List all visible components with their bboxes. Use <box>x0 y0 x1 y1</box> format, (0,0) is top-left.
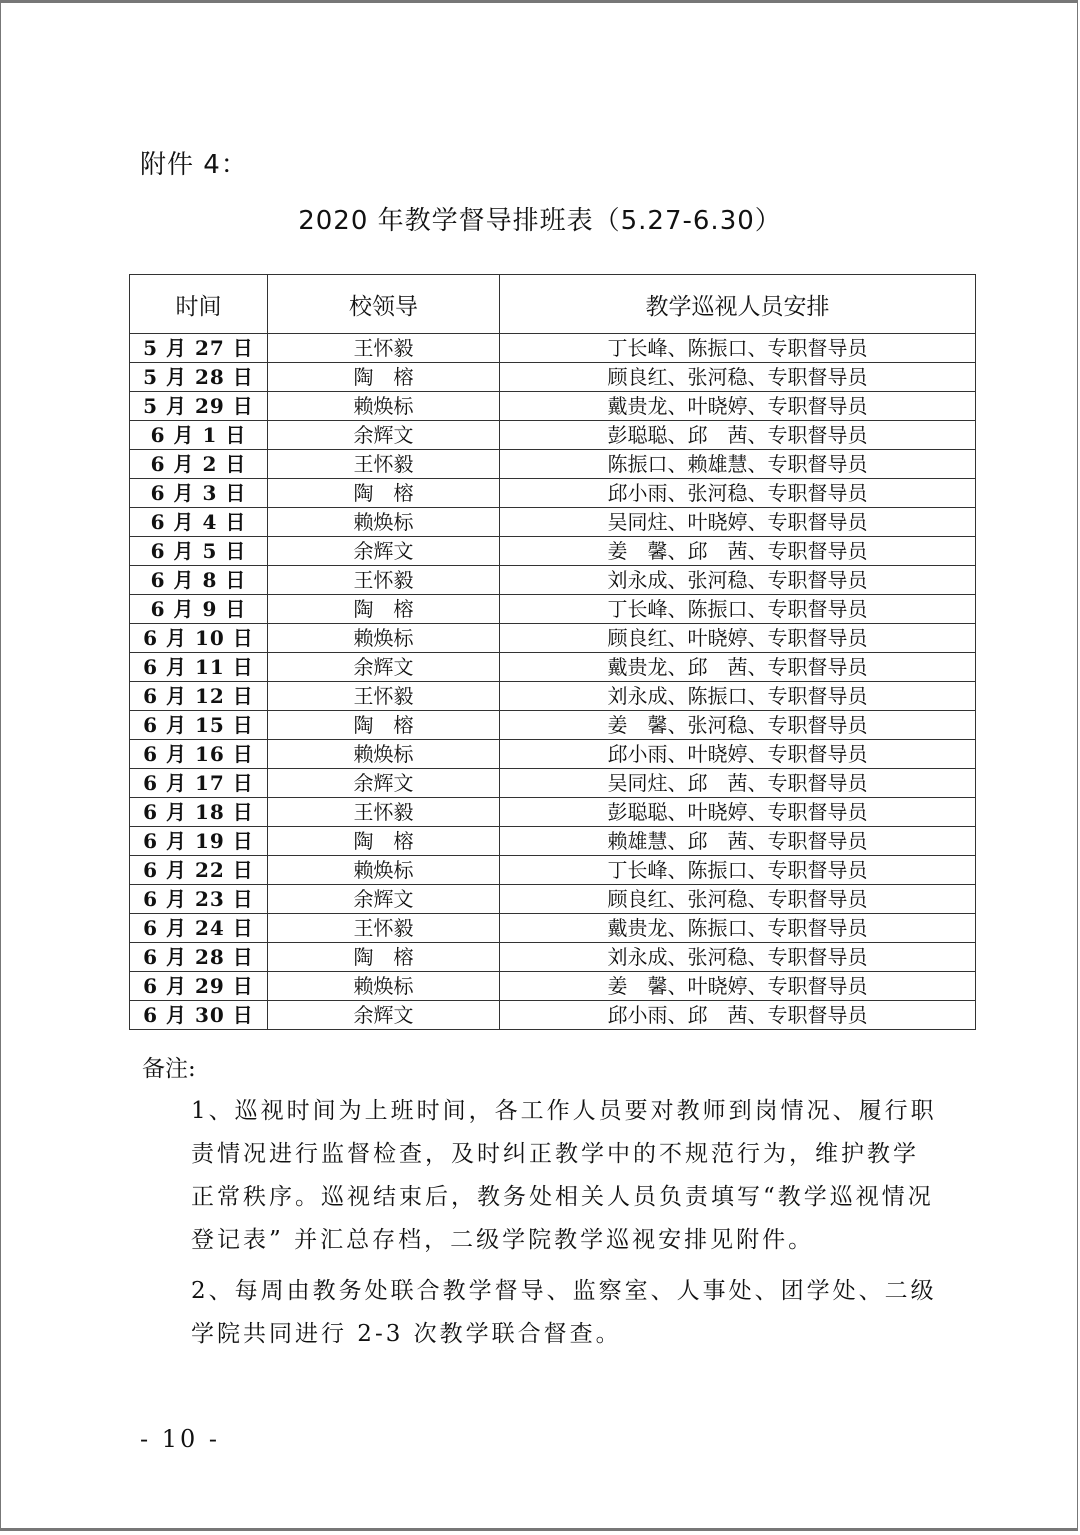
cell-leader: 王怀毅 <box>268 682 500 711</box>
cell-leader: 王怀毅 <box>268 798 500 827</box>
cell-leader: 王怀毅 <box>268 566 500 595</box>
cell-staff: 陈振口、赖雄慧、专职督导员 <box>500 450 976 479</box>
cell-date: 6 月 16 日 <box>130 740 268 769</box>
cell-staff: 顾良红、张河稳、专职督导员 <box>500 885 976 914</box>
table-row <box>130 479 976 508</box>
cell-leader: 王怀毅 <box>268 450 500 479</box>
cell-date: 6 月 8 日 <box>130 566 268 595</box>
table-row <box>130 421 976 450</box>
cell-leader: 王怀毅 <box>268 914 500 943</box>
header-leader: 校领导 <box>268 275 500 334</box>
cell-date: 6 月 17 日 <box>130 769 268 798</box>
cell-date: 6 月 1 日 <box>130 421 268 450</box>
cell-staff: 吴同炷、邱 茜、专职督导员 <box>500 769 976 798</box>
cell-leader: 陶 榕 <box>268 827 500 856</box>
cell-staff: 刘永成、张河稳、专职督导员 <box>500 566 976 595</box>
schedule-body <box>130 334 976 1030</box>
table-header-row <box>130 275 976 334</box>
cell-leader: 余辉文 <box>268 537 500 566</box>
cell-leader: 陶 榕 <box>268 363 500 392</box>
cell-date: 5 月 28 日 <box>130 363 268 392</box>
cell-leader: 陶 榕 <box>268 711 500 740</box>
notes-heading: 备注: <box>142 1056 196 1082</box>
header-staff: 教学巡视人员安排 <box>500 275 976 334</box>
cell-staff: 姜 馨、张河稳、专职督导员 <box>500 711 976 740</box>
cell-leader: 余辉文 <box>268 421 500 450</box>
table-row <box>130 943 976 972</box>
cell-staff: 邱小雨、邱 茜、专职督导员 <box>500 1001 976 1030</box>
table-row <box>130 856 976 885</box>
cell-staff: 丁长峰、陈振口、专职督导员 <box>500 595 976 624</box>
cell-leader: 余辉文 <box>268 885 500 914</box>
cell-leader: 陶 榕 <box>268 943 500 972</box>
cell-staff: 吴同炷、叶晓婷、专职督导员 <box>500 508 976 537</box>
cell-date: 6 月 28 日 <box>130 943 268 972</box>
cell-staff: 丁长峰、陈振口、专职督导员 <box>500 856 976 885</box>
cell-leader: 赖焕标 <box>268 508 500 537</box>
table-row <box>130 1001 976 1030</box>
table-row <box>130 740 976 769</box>
cell-date: 6 月 19 日 <box>130 827 268 856</box>
cell-leader: 赖焕标 <box>268 624 500 653</box>
table-row <box>130 972 976 1001</box>
cell-leader: 赖焕标 <box>268 856 500 885</box>
cell-date: 6 月 3 日 <box>130 479 268 508</box>
attachment-label: 附件 4： <box>140 150 248 180</box>
cell-date: 6 月 15 日 <box>130 711 268 740</box>
table-row <box>130 682 976 711</box>
page-title: 2020 年教学督导排班表（5.27-6.30） <box>298 206 782 236</box>
table-row <box>130 914 976 943</box>
cell-leader: 陶 榕 <box>268 595 500 624</box>
cell-staff: 顾良红、叶晓婷、专职督导员 <box>500 624 976 653</box>
cell-leader: 陶 榕 <box>268 479 500 508</box>
cell-date: 6 月 29 日 <box>130 972 268 1001</box>
table-row <box>130 711 976 740</box>
cell-staff: 顾良红、张河稳、专职督导员 <box>500 363 976 392</box>
cell-date: 5 月 27 日 <box>130 334 268 363</box>
table-row <box>130 653 976 682</box>
table-row <box>130 508 976 537</box>
cell-date: 6 月 22 日 <box>130 856 268 885</box>
cell-date: 6 月 4 日 <box>130 508 268 537</box>
cell-date: 6 月 30 日 <box>130 1001 268 1030</box>
cell-staff: 戴贵龙、邱 茜、专职督导员 <box>500 653 976 682</box>
cell-date: 6 月 5 日 <box>130 537 268 566</box>
table-row <box>130 798 976 827</box>
table-row <box>130 392 976 421</box>
cell-staff: 戴贵龙、叶晓婷、专职督导员 <box>500 392 976 421</box>
table-row <box>130 827 976 856</box>
cell-staff: 彭聪聪、邱 茜、专职督导员 <box>500 421 976 450</box>
table-row <box>130 334 976 363</box>
cell-staff: 彭聪聪、叶晓婷、专职督导员 <box>500 798 976 827</box>
cell-date: 6 月 10 日 <box>130 624 268 653</box>
cell-leader: 余辉文 <box>268 653 500 682</box>
table-row <box>130 450 976 479</box>
cell-date: 5 月 29 日 <box>130 392 268 421</box>
table-row <box>130 885 976 914</box>
cell-leader: 赖焕标 <box>268 392 500 421</box>
cell-staff: 邱小雨、叶晓婷、专职督导员 <box>500 740 976 769</box>
cell-leader: 赖焕标 <box>268 972 500 1001</box>
cell-date: 6 月 11 日 <box>130 653 268 682</box>
cell-date: 6 月 18 日 <box>130 798 268 827</box>
table-row <box>130 624 976 653</box>
cell-leader: 余辉文 <box>268 1001 500 1030</box>
schedule-table <box>129 274 976 1030</box>
table-row <box>130 537 976 566</box>
page-number: - 10 - <box>140 1425 221 1453</box>
cell-staff: 刘永成、陈振口、专职督导员 <box>500 682 976 711</box>
cell-staff: 戴贵龙、陈振口、专职督导员 <box>500 914 976 943</box>
cell-leader: 王怀毅 <box>268 334 500 363</box>
cell-date: 6 月 2 日 <box>130 450 268 479</box>
cell-leader: 赖焕标 <box>268 740 500 769</box>
cell-date: 6 月 12 日 <box>130 682 268 711</box>
cell-staff: 刘永成、张河稳、专职督导员 <box>500 943 976 972</box>
cell-staff: 赖雄慧、邱 茜、专职督导员 <box>500 827 976 856</box>
note-item: 2、每周由教务处联合教学督导、监察室、人事处、团学处、二级学院共同进行 2-3 次教学联合督查。 <box>191 1278 937 1347</box>
note-item: 1、巡视时间为上班时间，各工作人员要对教师到岗情况、履行职责情况进行监督检查，及时纠正教学中的不规范行为，维护教学正常秩序。巡视结束后，教务处相关人员负责填写“教学巡视情况登记表” 并汇总存档，二级学院教学巡视安排见附件。 <box>191 1098 937 1253</box>
cell-date: 6 月 23 日 <box>130 885 268 914</box>
cell-staff: 姜 馨、邱 茜、专职督导员 <box>500 537 976 566</box>
table-row <box>130 769 976 798</box>
cell-leader: 余辉文 <box>268 769 500 798</box>
cell-staff: 姜 馨、叶晓婷、专职督导员 <box>500 972 976 1001</box>
cell-date: 6 月 9 日 <box>130 595 268 624</box>
header-time: 时间 <box>130 275 268 334</box>
table-row <box>130 363 976 392</box>
cell-date: 6 月 24 日 <box>130 914 268 943</box>
cell-staff: 邱小雨、张河稳、专职督导员 <box>500 479 976 508</box>
cell-staff: 丁长峰、陈振口、专职督导员 <box>500 334 976 363</box>
table-row <box>130 595 976 624</box>
table-row <box>130 566 976 595</box>
